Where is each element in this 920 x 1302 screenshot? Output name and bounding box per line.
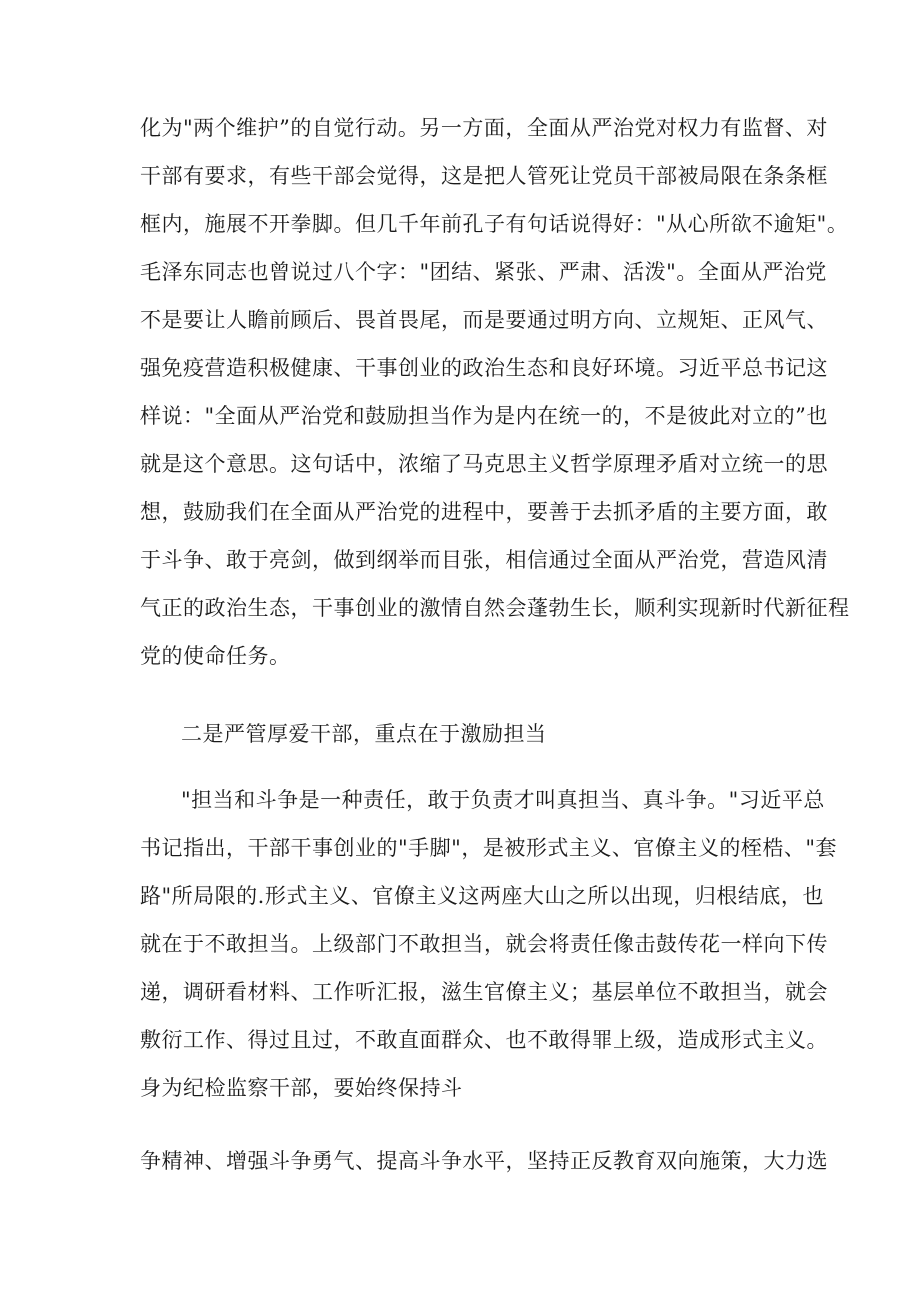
text-line: 争精神、增强斗争勇气、提高斗争水平，坚持正反教育双向施策，大力选 [140,1149,828,1173]
text-line: 框内，施展不开拳脚。但几千年前孔子有句话说得好："从心所欲不逾矩"。 [140,212,849,236]
text-line: 气正的政治生态，干事创业的激情自然会蓬勃生长，顺利实现新时代新征程 [140,596,850,620]
text-line: 路"所局限的.形式主义、官僚主义这两座大山之所以出现，归根结底，也 [140,884,824,908]
text-line: 就在于不敢担当。上级部门不敢担当，就会将责任像击鼓传花一样向下传 [140,932,828,956]
text-line: 强免疫营造积极健康、干事创业的政治生态和良好环境。习近平总书记这 [140,356,828,380]
text-line: 敷衍工作、得过且过，不敢直面群众、也不敢得罪上级，造成形式主义。 [140,1028,828,1052]
text-line: 干部有要求，有些干部会觉得，这是把人管死让党员干部被局限在条条框 [140,164,828,188]
text-line: 书记指出，干部干事创业的"手脚"，是被形式主义、官僚主义的桎梏、"套 [140,836,837,860]
text-line: 递，调研看材料、工作听汇报，滋生官僚主义；基层单位不敢担当，就会 [140,980,828,1004]
section-heading: 二是严管厚爱干部，重点在于激励担当 [181,722,547,746]
text-line: 就是这个意思。这句话中，浓缩了马克思主义哲学原理矛盾对立统一的思 [140,452,828,476]
text-line: 身为纪检监察干部，要始终保持斗 [140,1076,463,1100]
text-line: 不是要让人瞻前顾后、畏首畏尾，而是要通过明方向、立规矩、正风气、 [140,308,828,332]
text-line: 毛泽东同志也曾说过八个字："团结、紧张、严肃、活泼"。全面从严治党 [140,260,827,284]
text-line: 化为"两个维护”的自觉行动。另一方面，全面从严治党对权力有监督、对 [140,116,828,140]
text-line: 于斗争、敢于亮剑，做到纲举而目张，相信通过全面从严治党，营造风清 [140,548,828,572]
text-line: 党的使命任务。 [140,644,291,668]
text-line: 想，鼓励我们在全面从严治党的进程中，要善于去抓矛盾的主要方面，敢 [140,500,828,524]
text-line: 样说："全面从严治党和鼓励担当作为是内在统一的，不是彼此对立的”也 [140,404,828,428]
text-line: "担当和斗争是一种责任，敢于负责才叫真担当、真斗争。"习近平总 [181,788,825,812]
